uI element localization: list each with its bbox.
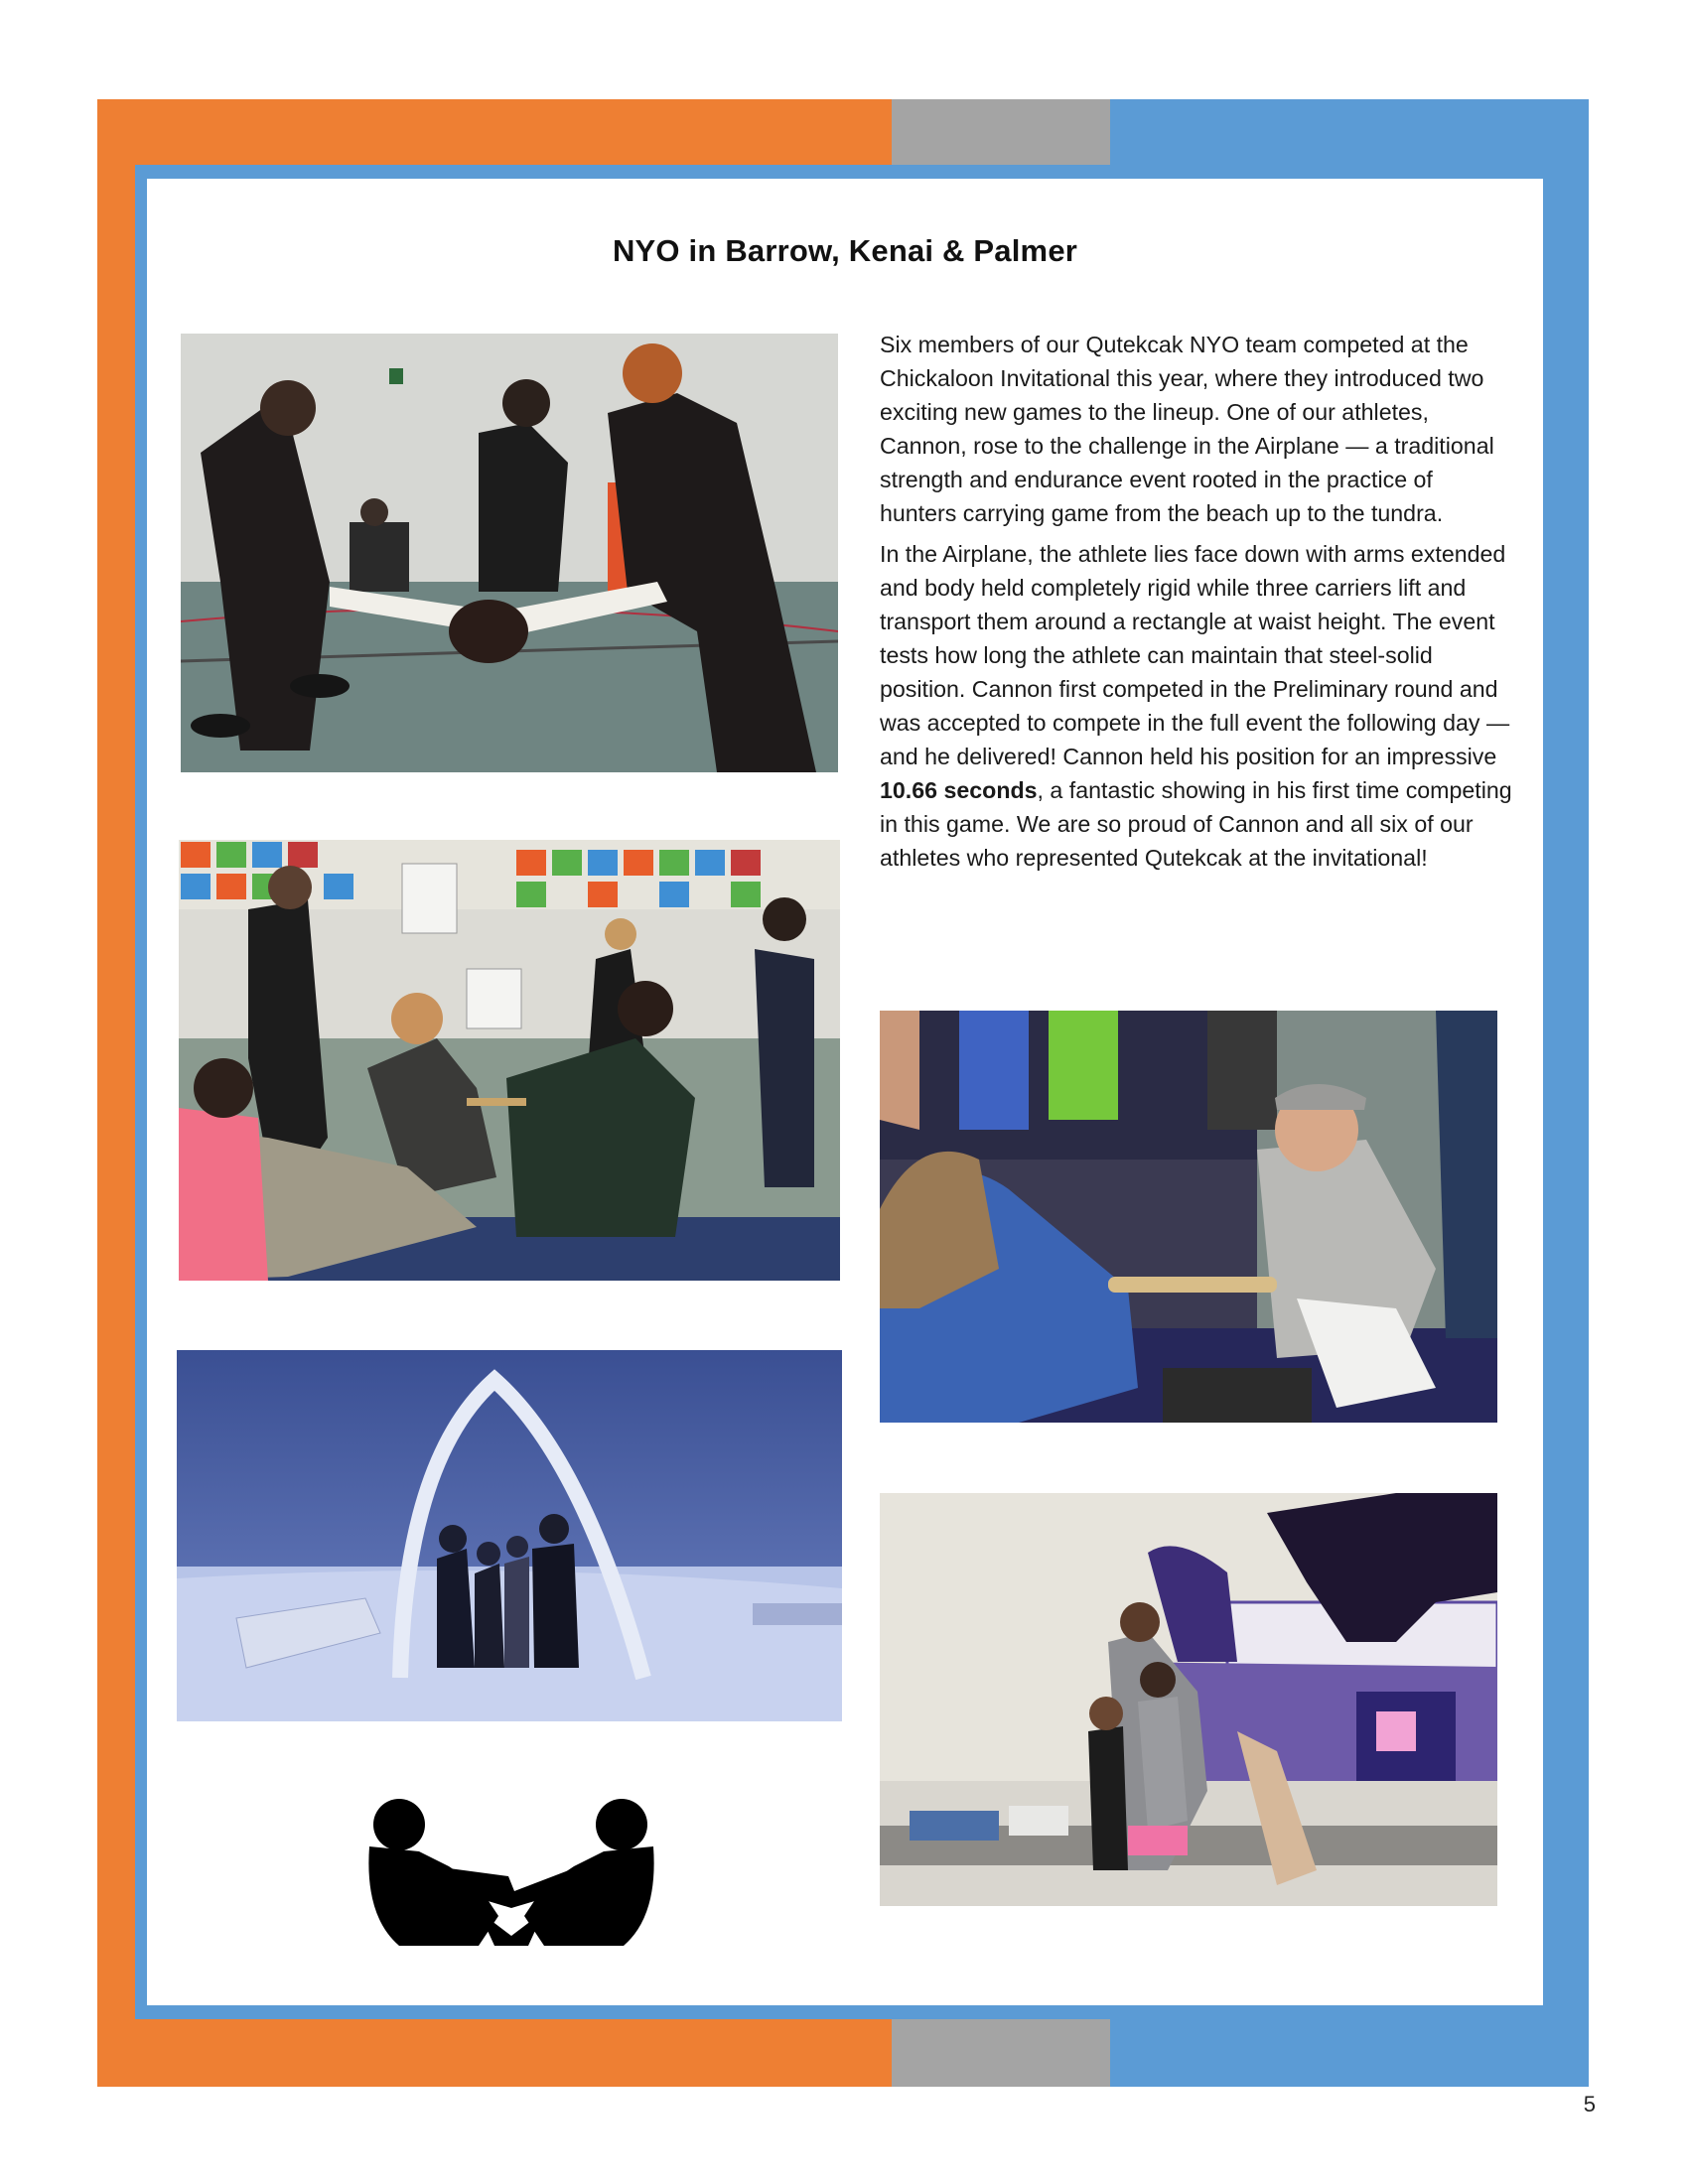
article-paragraph-2-end: , a fantastic showing in his first time competing in this game. We are so proud of Cannon and all six of our athletes who represented Qutekcak at the invitational! (880, 777, 1512, 871)
photo-stick-pull-cannon (880, 1011, 1497, 1423)
frame-blue-right (1555, 99, 1589, 2087)
frame-orange-left (97, 99, 135, 2087)
article-body (880, 328, 1515, 882)
article-paragraph-1: Six members of our Qutekcak NYO team competed at the Chickaloon Invitational this year, where they introduced two exciting new games to the lineup. One of our athletes, Cannon, rose to the challenge in the Airplane — a traditional strength and endurance event rooted in the practice of hunters carrying game from the beach up to the tundra. (880, 332, 1494, 526)
page-title: NYO in Barrow, Kenai & Palmer (612, 233, 1078, 268)
article-paragraph-2-start: In the Airplane, the athlete lies face down with arms extended and body held completely rigid while three carriers lift and transport them around a rectangle at waist height. The event tests how long the athlete can maintain that steel-solid position. Cannon first competed in the Preliminary round and was accepted to compete in the full event the following day — and he delivered! Cannon held his position for an impressive (880, 541, 1510, 769)
frame-orange-bottom (97, 2019, 892, 2087)
frame-blue-top (1110, 99, 1589, 165)
photo-skyview-hug (880, 1493, 1497, 1906)
photo-stick-pull-gym (179, 840, 840, 1281)
frame-blue-bottom (1110, 2019, 1589, 2087)
page-number: 5 (1583, 2092, 1596, 2116)
article-highlight-time: 10.66 seconds (880, 777, 1038, 803)
photo-airplane-event (181, 334, 838, 772)
photo-whale-bone-arch (177, 1350, 842, 1721)
frame-orange-top (97, 99, 892, 165)
photo-stick-pull-silhouette (359, 1797, 663, 1956)
article-paragraph-2 (880, 537, 1515, 875)
frame-gray-bottom (892, 2019, 1110, 2087)
frame-gray-top (892, 99, 1110, 165)
content-panel (147, 179, 1543, 2005)
